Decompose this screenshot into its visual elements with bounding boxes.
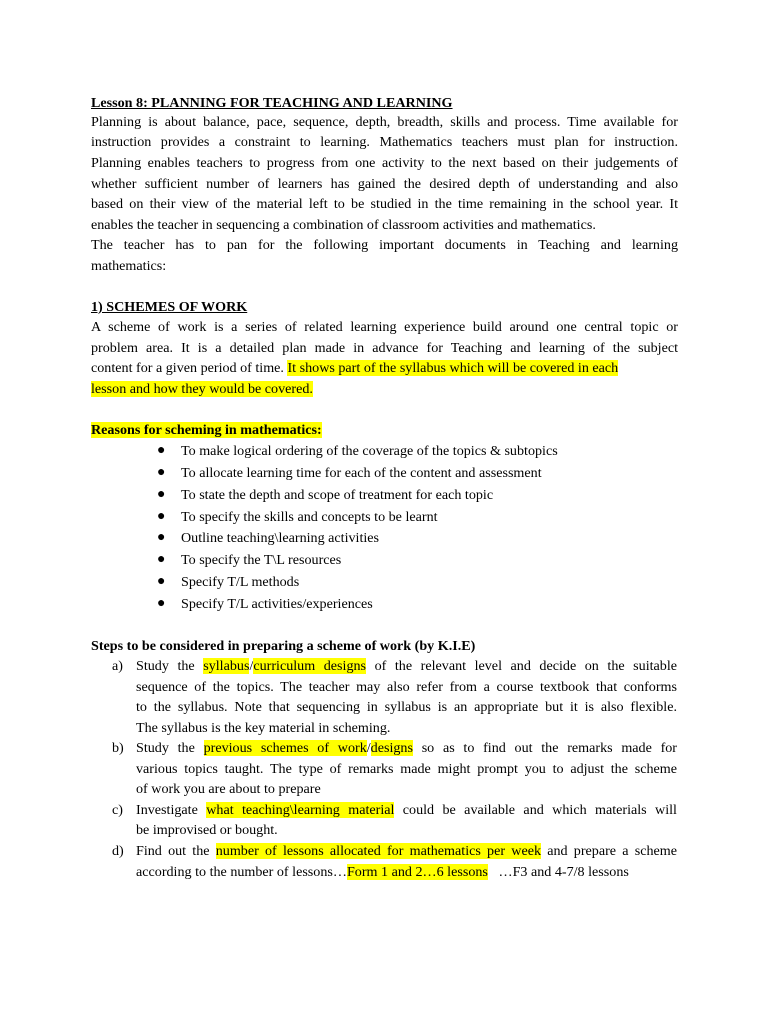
step-a-line [136,656,677,676]
reason-item: Outline teaching\learning activities [181,530,380,546]
step-b-line: of work you are about to prepare [136,781,321,797]
list-marker: c) [112,802,123,818]
plain-text: of the relevant level and decide on the suitable [374,658,678,674]
reason-item: Specify T/L activities/experiences [181,596,373,612]
bullet-icon: ● [157,530,166,545]
list-marker: d) [112,843,124,859]
lesson-title: Lesson 8: PLANNING FOR TEACHING AND LEARNING [91,95,453,111]
highlighted-text: designs [370,740,413,756]
highlighted-text: syllabus [203,658,250,674]
step-b-line: various topics taught. The type of remarks made might prompt you to adjust the scheme [136,761,677,777]
highlighted-text: previous schemes of work [203,740,367,756]
step-a-line: The syllabus is the key material in scheming. [136,720,391,736]
intro-line: Planning enables teachers to progress from one activity to the next based on their judgements of [91,155,678,171]
reason-item: To allocate learning time for each of the content and assessment [181,465,542,481]
bullet-icon: ● [157,552,166,567]
schemes-para-line [91,358,618,378]
bullet-icon: ● [157,465,166,480]
reason-item: To specify the skills and concepts to be learnt [181,509,438,525]
highlighted-text: number of lessons allocated for mathematics per week [215,843,542,859]
bullet-icon: ● [157,574,166,589]
bullet-icon: ● [157,487,166,502]
schemes-para-line: A scheme of work is a series of related learning experience build around one central topic or [91,319,678,335]
intro-line: enables the teacher in sequencing a combination of classroom activities and mathematics. [91,217,596,233]
plain-text: Find out the [136,843,210,859]
highlighted-text: curriculum designs [253,658,367,674]
list-marker: b) [112,740,124,756]
plain-text: / [249,658,254,674]
plain-text: content for a given period of time. [91,360,284,376]
bullet-icon: ● [157,443,166,458]
step-b-line [136,738,677,758]
intro-line: based on their view of the material left to be studied in the time remaining in the school year. It [91,196,678,212]
highlighted-text: lesson and how they would be covered. [91,381,313,397]
steps-heading: Steps to be considered in preparing a scheme of work (by K.I.E) [91,638,476,654]
step-c-line [136,800,677,820]
highlighted-text: what teaching\learning material [206,802,395,818]
bullet-icon: ● [157,596,166,611]
highlighted-text: It shows part of the syllabus which will be covered in each [287,360,619,376]
step-d-line [136,841,677,861]
intro-line: The teacher has to pan for the following important documents in Teaching and learning [91,237,678,253]
plain-text: Study the [136,658,195,674]
reason-item: To specify the T\L resources [181,552,342,568]
step-a-line: sequence of the topics. The teacher may also refer from a course textbook that conforms [136,679,677,695]
reason-item: To make logical ordering of the coverage of the topics & subtopics [181,443,558,459]
plain-text: / [366,740,371,756]
plain-text: Investigate [136,802,198,818]
highlighted-text: Reasons for scheming in mathematics: [91,422,322,438]
plain-text: so as to find out the remarks made for [421,740,678,756]
plain-text: according to the number of lessons… [136,864,347,880]
plain-text: …F3 and 4-7/8 lessons [498,864,629,880]
plain-text: could be available and which materials will [402,802,677,818]
schemes-para-line: problem area. It is a detailed plan made in advance for Teaching and learning of the subject [91,340,678,356]
list-marker: a) [112,658,123,674]
schemes-para-line [91,379,313,399]
intro-line: instruction provides a constraint to learning. Mathematics teachers must plan for instruction. [91,134,678,150]
plain-text: and prepare a scheme [547,843,677,859]
step-d-line [136,862,629,882]
step-c-line: be improvised or bought. [136,822,278,838]
bullet-icon: ● [157,509,166,524]
reason-item: Specify T/L methods [181,574,300,590]
reason-item: To state the depth and scope of treatment for each topic [181,487,494,503]
intro-line: whether sufficient number of learners has gained the desired depth of understanding and also [91,176,678,192]
intro-line: Planning is about balance, pace, sequence, depth, breadth, skills and process. Time available for [91,114,678,130]
highlighted-text: Form 1 and 2…6 lessons [346,864,488,880]
section-heading-schemes: 1) SCHEMES OF WORK [91,299,248,315]
reasons-heading [91,420,322,440]
plain-text: Study the [136,740,195,756]
step-a-line: to the syllabus. Note that sequencing in syllabus is an appropriate but it is also flexible. [136,699,677,715]
intro-line: mathematics: [91,258,167,274]
